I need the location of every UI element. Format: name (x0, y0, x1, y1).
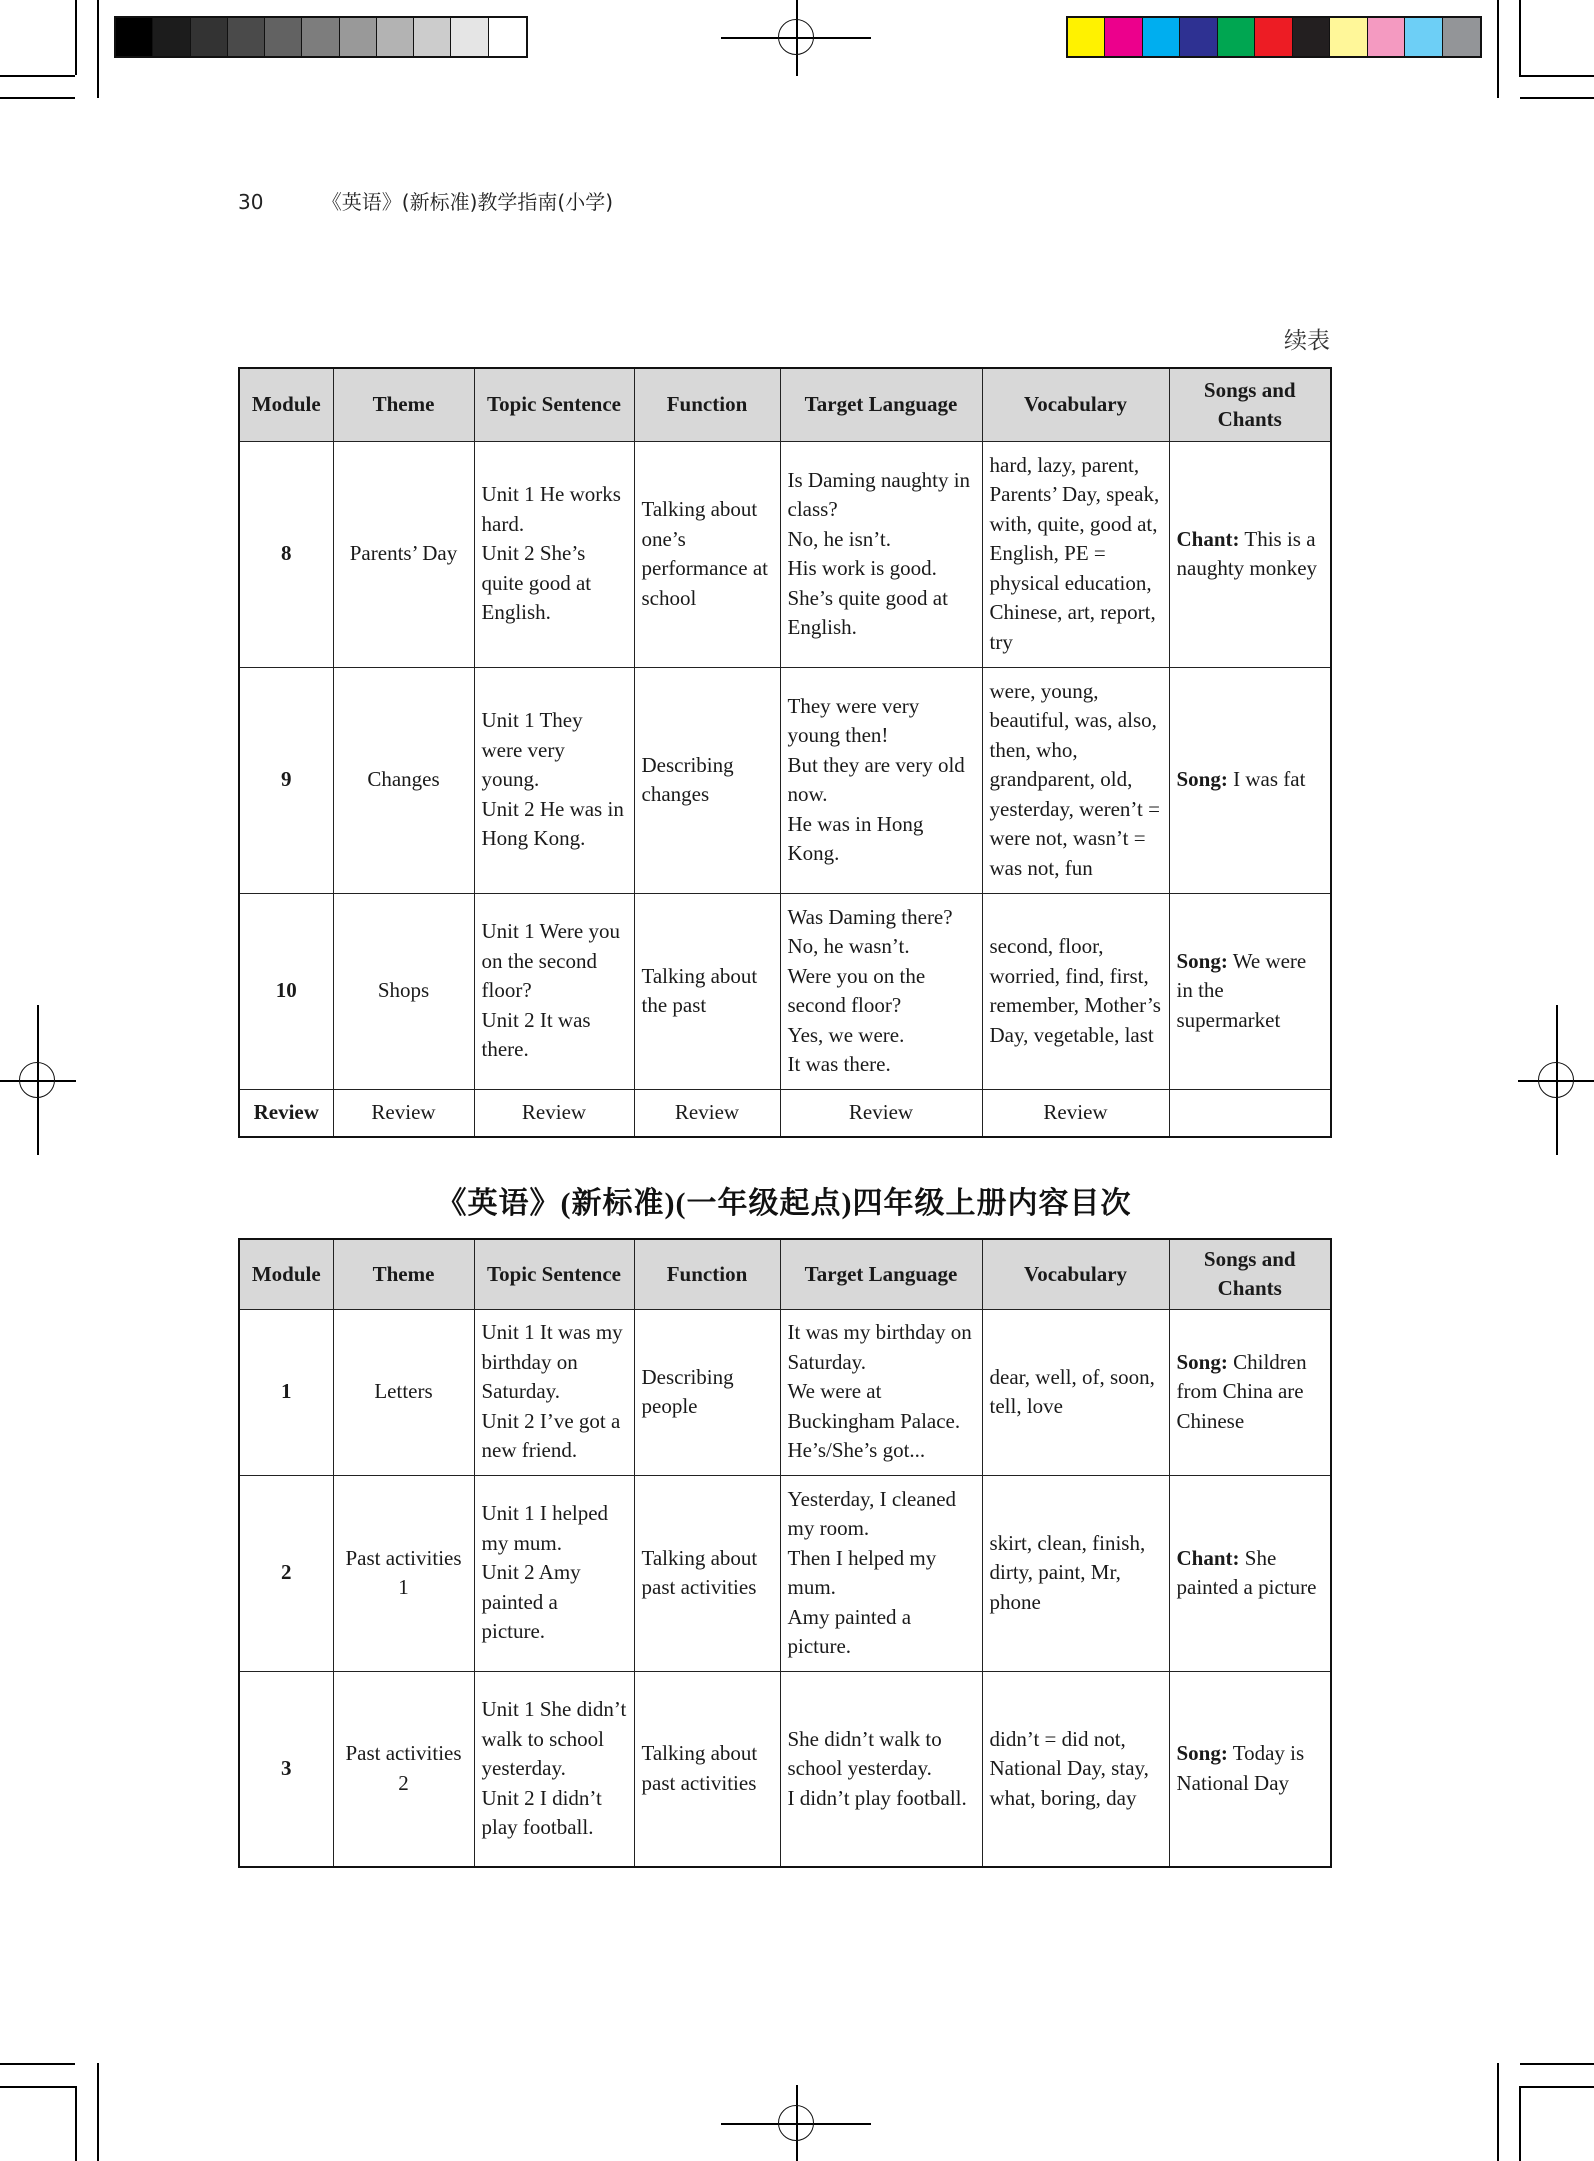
registration-circle (778, 2105, 814, 2141)
songs-type-label: Chant: (1176, 1545, 1240, 1570)
color-swatch (265, 18, 302, 56)
theme-cell: Past activities 1 (333, 1475, 474, 1671)
review-row (239, 1089, 1331, 1137)
column-header-vocabulary: Vocabulary (982, 368, 1169, 441)
color-swatch (1143, 18, 1180, 56)
color-calibration-bar (1066, 16, 1482, 58)
column-header-theme: Theme (333, 1239, 474, 1309)
column-header-target-language: Target Language (780, 1239, 982, 1309)
registration-circle (19, 1062, 55, 1098)
target-language-cell: Yesterday, I cleaned my room. Then I helped my mum. Amy painted a picture. (780, 1475, 982, 1671)
songs-cell (1169, 667, 1331, 893)
function-cell: Talking about one’s performance at school (634, 441, 780, 667)
color-swatch (1443, 18, 1480, 56)
crop-mark (75, 2086, 77, 2161)
module-cell: 2 (239, 1475, 333, 1671)
color-swatch (116, 18, 153, 56)
module-cell: 8 (239, 441, 333, 667)
table-row (239, 1671, 1331, 1867)
theme-cell: Review (333, 1089, 474, 1137)
topic-sentence-cell: Review (474, 1089, 634, 1137)
crop-mark (0, 2086, 75, 2088)
color-swatch (1405, 18, 1442, 56)
songs-title: We were in the supermarket (1176, 948, 1307, 1032)
function-cell: Describing people (634, 1309, 780, 1475)
vocabulary-cell: Review (982, 1089, 1169, 1137)
crop-mark (97, 2063, 99, 2161)
crop-mark (75, 0, 77, 75)
target-language-cell: They were very young then! But they are very old now. He was in Hong Kong. (780, 667, 982, 893)
color-swatch (414, 18, 451, 56)
songs-type-label: Song: (1176, 767, 1228, 792)
column-header-topic-sentence: Topic Sentence (474, 1239, 634, 1309)
vocabulary-cell: didn’t = did not, National Day, stay, what, boring, day (982, 1671, 1169, 1867)
crop-mark (1497, 2063, 1499, 2161)
crop-mark (1520, 2063, 1594, 2065)
vocabulary-cell: were, young, beautiful, was, also, then, who, grandparent, old, yesterday, weren’t = were not, wasn’t = was not, fun (982, 667, 1169, 893)
songs-cell (1169, 1089, 1331, 1137)
column-header-vocabulary: Vocabulary (982, 1239, 1169, 1309)
color-swatch (1293, 18, 1330, 56)
theme-cell: Letters (333, 1309, 474, 1475)
color-swatch (191, 18, 228, 56)
topic-sentence-cell: Unit 1 I helped my mum. Unit 2 Amy painted a picture. (474, 1475, 634, 1671)
column-header-target-language: Target Language (780, 368, 982, 441)
crop-mark (1519, 2086, 1521, 2161)
column-header-module: Module (239, 368, 333, 441)
color-swatch (228, 18, 265, 56)
crop-mark (0, 75, 75, 77)
songs-cell (1169, 441, 1331, 667)
color-swatch (1218, 18, 1255, 56)
target-language-cell: Review (780, 1089, 982, 1137)
table-header-row (239, 368, 1331, 441)
target-language-cell: It was my birthday on Saturday. We were at Buckingham Palace. He’s/She’s got... (780, 1309, 982, 1475)
songs-title: This is a naughty monkey (1176, 526, 1318, 580)
registration-circle (1538, 1062, 1574, 1098)
topic-sentence-cell: Unit 1 It was my birthday on Saturday. Unit 2 I’ve got a new friend. (474, 1309, 634, 1475)
column-header-module: Module (239, 1239, 333, 1309)
vocabulary-cell: skirt, clean, finish, dirty, paint, Mr, phone (982, 1475, 1169, 1671)
module-table-continued (238, 367, 1332, 1138)
crop-mark (1519, 2086, 1594, 2088)
table-row (239, 893, 1331, 1089)
module-cell: 3 (239, 1671, 333, 1867)
color-swatch (302, 18, 339, 56)
songs-type-label: Song: (1176, 1741, 1228, 1766)
crop-mark (1519, 0, 1521, 75)
songs-type-label: Song: (1176, 948, 1228, 973)
theme-cell: Past activities 2 (333, 1671, 474, 1867)
target-language-cell: Was Daming there? No, he wasn’t. Were you on the second floor? Yes, we were. It was there. (780, 893, 982, 1089)
color-swatch (1105, 18, 1142, 56)
crop-mark (0, 2063, 75, 2065)
songs-type-label: Chant: (1176, 526, 1240, 551)
color-swatch (451, 18, 488, 56)
continued-table-label: 续表 (1284, 328, 1330, 354)
column-header-topic-sentence: Topic Sentence (474, 368, 634, 441)
running-header (238, 186, 613, 215)
songs-type-label: Song: (1176, 1349, 1228, 1374)
function-cell: Talking about the past (634, 893, 780, 1089)
vocabulary-cell: hard, lazy, parent, Parents’ Day, speak, with, quite, good at, English, PE = physical education, Chinese, art, report, try (982, 441, 1169, 667)
grayscale-calibration-bar (114, 16, 528, 58)
target-language-cell: She didn’t walk to school yesterday. I didn’t play football. (780, 1671, 982, 1867)
color-swatch (1068, 18, 1105, 56)
book-title: 《英语》(新标准)教学指南(小学) (321, 190, 614, 214)
column-header-function: Function (634, 368, 780, 441)
vocabulary-cell: second, floor, worried, find, first, remember, Mother’s Day, vegetable, last (982, 893, 1169, 1089)
theme-cell: Changes (333, 667, 474, 893)
table-header-row (239, 1239, 1331, 1309)
color-swatch (489, 18, 526, 56)
songs-title: She painted a picture (1176, 1545, 1317, 1599)
songs-cell (1169, 893, 1331, 1089)
module-cell: 9 (239, 667, 333, 893)
column-header-songs-and-chants: Songs and Chants (1169, 1239, 1331, 1309)
section-title: 《英语》(新标准)(一年级起点)四年级上册内容目次 (436, 1187, 1132, 1220)
module-cell: 1 (239, 1309, 333, 1475)
color-swatch (1368, 18, 1405, 56)
column-header-songs-and-chants: Songs and Chants (1169, 368, 1331, 441)
theme-cell: Shops (333, 893, 474, 1089)
songs-title: I was fat (1227, 767, 1306, 792)
table-row (239, 667, 1331, 893)
topic-sentence-cell: Unit 1 They were very young. Unit 2 He was in Hong Kong. (474, 667, 634, 893)
color-swatch (377, 18, 414, 56)
function-cell: Talking about past activities (634, 1475, 780, 1671)
function-cell: Review (634, 1089, 780, 1137)
vocabulary-cell: dear, well, of, soon, tell, love (982, 1309, 1169, 1475)
color-swatch (1180, 18, 1217, 56)
songs-title: Today is National Day (1176, 1741, 1305, 1795)
color-swatch (1255, 18, 1292, 56)
songs-cell (1169, 1671, 1331, 1867)
songs-cell (1169, 1309, 1331, 1475)
topic-sentence-cell: Unit 1 Were you on the second floor? Unit 2 It was there. (474, 893, 634, 1089)
crop-mark (1497, 0, 1499, 98)
songs-cell (1169, 1475, 1331, 1671)
target-language-cell: Is Daming naughty in class? No, he isn’t. His work is good. She’s quite good at English. (780, 441, 982, 667)
page-number: 30 (238, 190, 264, 214)
songs-title: Children from China are Chinese (1176, 1349, 1307, 1433)
theme-cell: Parents’ Day (333, 441, 474, 667)
column-header-theme: Theme (333, 368, 474, 441)
crop-mark (1520, 97, 1594, 99)
crop-mark (97, 0, 99, 98)
table-row (239, 441, 1331, 667)
table-row (239, 1309, 1331, 1475)
crop-mark (0, 97, 75, 99)
topic-sentence-cell: Unit 1 He works hard. Unit 2 She’s quite good at English. (474, 441, 634, 667)
module-cell: 10 (239, 893, 333, 1089)
topic-sentence-cell: Unit 1 She didn’t walk to school yesterday. Unit 2 I didn’t play football. (474, 1671, 634, 1867)
module-table-grade4 (238, 1238, 1332, 1868)
color-swatch (340, 18, 377, 56)
column-header-function: Function (634, 1239, 780, 1309)
crop-mark (1519, 75, 1594, 77)
module-cell: Review (239, 1089, 333, 1137)
function-cell: Describing changes (634, 667, 780, 893)
table-row (239, 1475, 1331, 1671)
function-cell: Talking about past activities (634, 1671, 780, 1867)
registration-circle (778, 19, 814, 55)
color-swatch (1330, 18, 1367, 56)
color-swatch (153, 18, 190, 56)
